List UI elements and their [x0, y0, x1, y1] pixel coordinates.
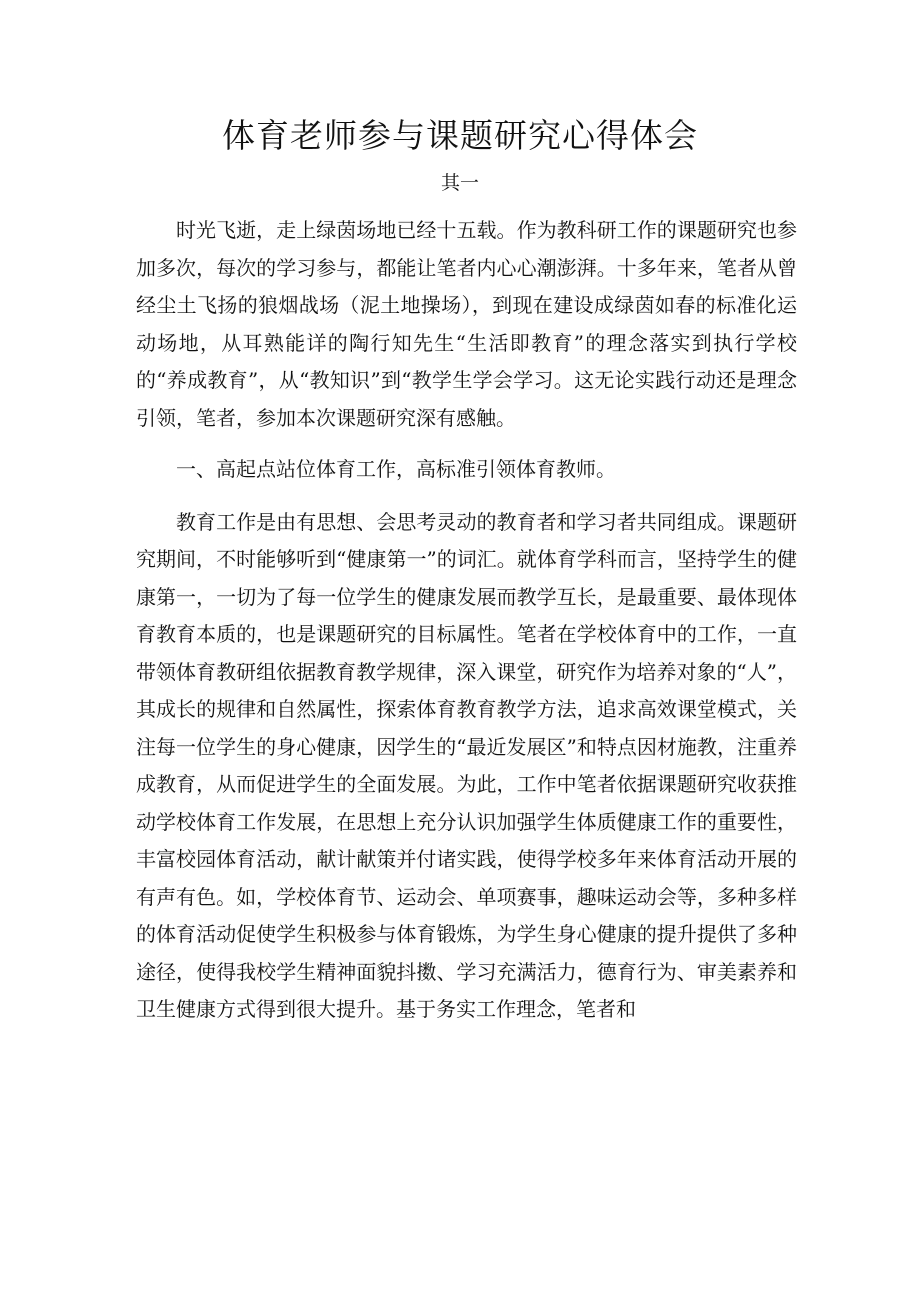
document-body	[136, 212, 797, 1029]
paragraph-body: 教育工作是由有思想、会思考灵动的教育者和学习者共同组成。课题研究期间，不时能够听到“健康第一”的词汇。就体育学科而言，坚持学生的健康第一，一切为了每一位学生的健康发展而教学互长，是最重要、最体现体育教育本质的，也是课题研究的目标属性。笔者在学校体育中的工作，一直带领体育教研组依据教育教学规律，深入课堂，研究作为培养对象的“人”，其成长的规律和自然属性，探索体育教育教学方法，追求高效课堂模式，关注每一位学生的身心健康，因学生的“最近发展区”和特点因材施教，注重养成教育，从而促进学生的全面发展。为此，工作中笔者依据课题研究收获推动学校体育工作发展，在思想上充分认识加强学生体质健康工作的重要性，丰富校园体育活动，献计献策并付诸实践，使得学校多年来体育活动开展的有声有色。如，学校体育节、运动会、单项赛事，趣味运动会等，多种多样的体育活动促使学生积极参与体育锻炼，为学生身心健康的提升提供了多种途径，使得我校学生精神面貌抖擞、学习充满活力，德育行为、审美素养和卫生健康方式得到很大提升。基于务实工作理念，笔者和	[136, 509, 797, 1021]
page-title: 体育老师参与课题研究心得体会	[222, 116, 698, 155]
section-subtitle: 其一	[440, 172, 479, 194]
paragraph-intro: 时光飞逝，走上绿茵场地已经十五载。作为教科研工作的课题研究也参加多次，每次的学习参与，都能让笔者内心心潮澎湃。十多年来，笔者从曾经尘土飞扬的狼烟战场（泥土地操场），到现在建设成绿茵如春的标准化运动场地，从耳熟能详的陶行知先生“生活即教育”的理念落实到执行学校的“养成教育”，从“教知识”到“教学生学会学习。这无论实践行动还是理念引领，笔者，参加本次课题研究深有感触。	[136, 218, 797, 430]
section-heading: 一、高起点站位体育工作，高标准引领体育教师。	[176, 457, 616, 481]
